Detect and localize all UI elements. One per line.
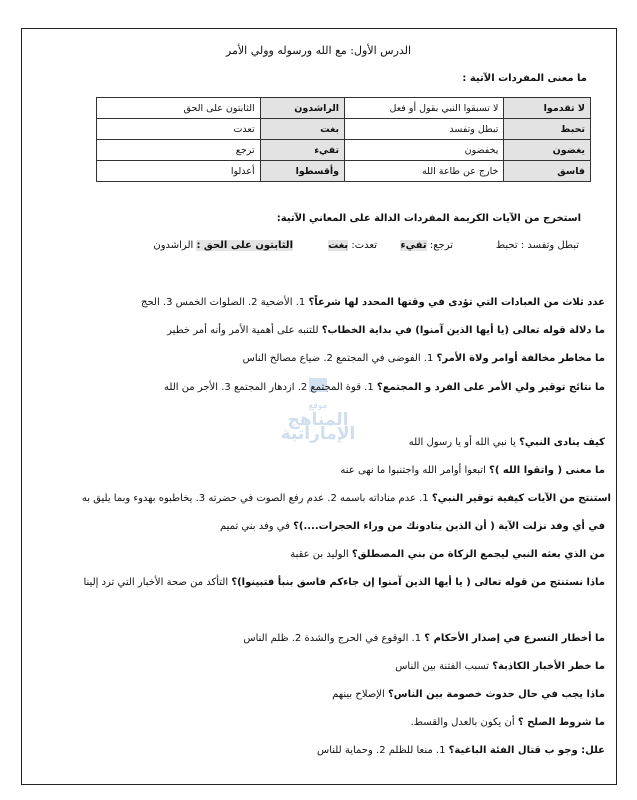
extract-heading: استخرج من الآيات الكريمة المفردات الدالة على المعاني الآتية:: [276, 213, 581, 224]
qa-line: [167, 324, 605, 338]
answer-text: يا نبي الله أو يا رسول الله: [408, 437, 520, 448]
qa-line: [290, 548, 605, 562]
qa-line: [220, 520, 605, 534]
qa-line: [82, 492, 611, 506]
vocab-meaning: أعدلوا: [97, 161, 261, 182]
vocab-heading: ما معنى المفردات الآتية :: [462, 73, 587, 84]
question-text: ماذا يجب في حال حدوث خصومة بين الناس؟: [387, 689, 605, 700]
vocab-word: الراشدون: [260, 98, 344, 119]
answer-text: الوليد بن عقبة: [290, 549, 352, 560]
question-text: علل: وجو ب قتال الفئة الباغية؟: [448, 745, 605, 756]
question-text: ما نتائج توقير ولي الأمر على الفرد و المجتمع؟: [376, 382, 605, 393]
question-text: في أي وفد نزلت الآية ( أن الذين ينادونك من وراء الحجرات....)؟: [293, 521, 605, 532]
answer-text: 1. عدم مناداته باسمه 2. عدم رفع الصوت في حضرته 3. يخاطبوه بهدوء وبما يليق به: [81, 493, 432, 504]
answer-text: أن يكون بالعدل والقسط.: [410, 717, 518, 728]
qa-line: [83, 576, 605, 590]
vocab-meaning: تعدت: [97, 119, 261, 140]
vocab-meaning: لا تسبقوا النبي بقول أو فعل: [345, 98, 504, 119]
qa-line: [395, 660, 605, 674]
question-text: ما معنى ( واتقوا الله )؟: [489, 465, 605, 476]
qa-line: [340, 464, 605, 478]
qa-line: [243, 352, 605, 366]
vocab-row: [97, 119, 591, 140]
question-text: ما أخطار التسرع في إصدار الأحكام ؟: [424, 633, 605, 644]
lesson-title: الدرس الأول: مع الله ورسوله وولي الأمر: [225, 44, 412, 57]
extract-item-2: ترجع: تفيء: [400, 240, 453, 251]
watermark-line-2: المناهج الإماراتية: [280, 410, 356, 444]
extract-item-4: الثابتون على الحق : الراشدون: [153, 240, 293, 251]
answer-text: 1. منعا للظلم 2. وحماية للناس: [317, 745, 449, 756]
question-text: كيف ينادى النبي؟: [519, 437, 605, 448]
vocab-table: [96, 97, 591, 182]
qa-line: [332, 688, 605, 702]
answer-text: 1. الوقوع في الحرج والشدة 2. ظلم الناس: [243, 633, 425, 644]
vocab-meaning: تبطل وتفسد: [345, 119, 504, 140]
answer-text: للتنبه على أهمية الأمر وأنه أمر خطير: [167, 325, 322, 336]
vocab-word: يغضون: [504, 140, 591, 161]
qa-line: [141, 296, 605, 310]
answer-text: في وفد بني تميم: [220, 521, 294, 532]
vocab-row: [97, 140, 591, 161]
vocab-meaning: خارج عن طاعة الله: [345, 161, 504, 182]
qa-line: [409, 436, 605, 450]
vocab-word: بغت: [260, 119, 344, 140]
qa-line: [411, 716, 605, 730]
vocab-word: تفيء: [260, 140, 344, 161]
question-text: استنتج من الآيات كيفية توقير النبي؟: [431, 493, 611, 504]
question-text: من الذي بعثه النبي ليجمع الزكاة من بني المصطلق؟: [351, 549, 605, 560]
question-text: ماذا نستنتج من قوله تعالى ( يا أيها الذين آمنوا إن جاءكم فاسق بنبأ فتبينوا)؟: [231, 577, 605, 588]
answer-text: 1. الأضحية 2. الصلوات الخمس 3. الحج: [141, 297, 309, 308]
answer-text: 1. قوة المجتمع 2. ازدهار المجتمع 3. الأجر من الله: [164, 382, 377, 393]
watermark-line-1: موقع: [308, 401, 328, 411]
question-text: عدد ثلاث من العبادات التي تؤدى في وقتها المحدد لها شرعاً؟: [308, 297, 605, 308]
vocab-meaning: الثابتون على الحق: [97, 98, 261, 119]
question-text: ما شروط الصلح ؟: [517, 717, 605, 728]
answer-text: اتبعوا أوامر الله واجتنبوا ما نهى عنه: [340, 465, 490, 476]
qa-line: [243, 632, 605, 646]
extract-item-3: تعدت: بغت: [328, 240, 377, 251]
answer-text: 1. الفوضى في المجتمع 2. ضياع مصالح الناس: [242, 353, 437, 364]
vocab-word: تحبط: [504, 119, 591, 140]
vocab-meaning: ترجع: [97, 140, 261, 161]
question-text: ما مخاطر مخالفة أوامر ولاة الأمر؟: [436, 353, 605, 364]
vocab-row: [97, 161, 591, 182]
extract-item-1: تبطل وتفسد : تحبط: [495, 240, 579, 251]
question-text: ما دلالة قوله تعالى (يا أيها الذين آمنوا) في بداية الخطاب؟: [321, 325, 605, 336]
qa-line: [164, 381, 605, 395]
vocab-word: فاسق: [504, 161, 591, 182]
answer-text: الإصلاح بينهم: [332, 689, 388, 700]
vocab-meaning: يخفضون: [345, 140, 504, 161]
vocab-word: وأقسطوا: [260, 161, 344, 182]
vocab-row: [97, 98, 591, 119]
answer-text: تسبب الفتنة بين الناس: [395, 661, 493, 672]
vocab-word: لا تقدموا: [504, 98, 591, 119]
question-text: ما خطر الأخبار الكاذبة؟: [492, 661, 605, 672]
qa-line: [317, 744, 605, 758]
answer-text: التأكد من صحة الأخبار التي ترد إلينا: [83, 577, 232, 588]
